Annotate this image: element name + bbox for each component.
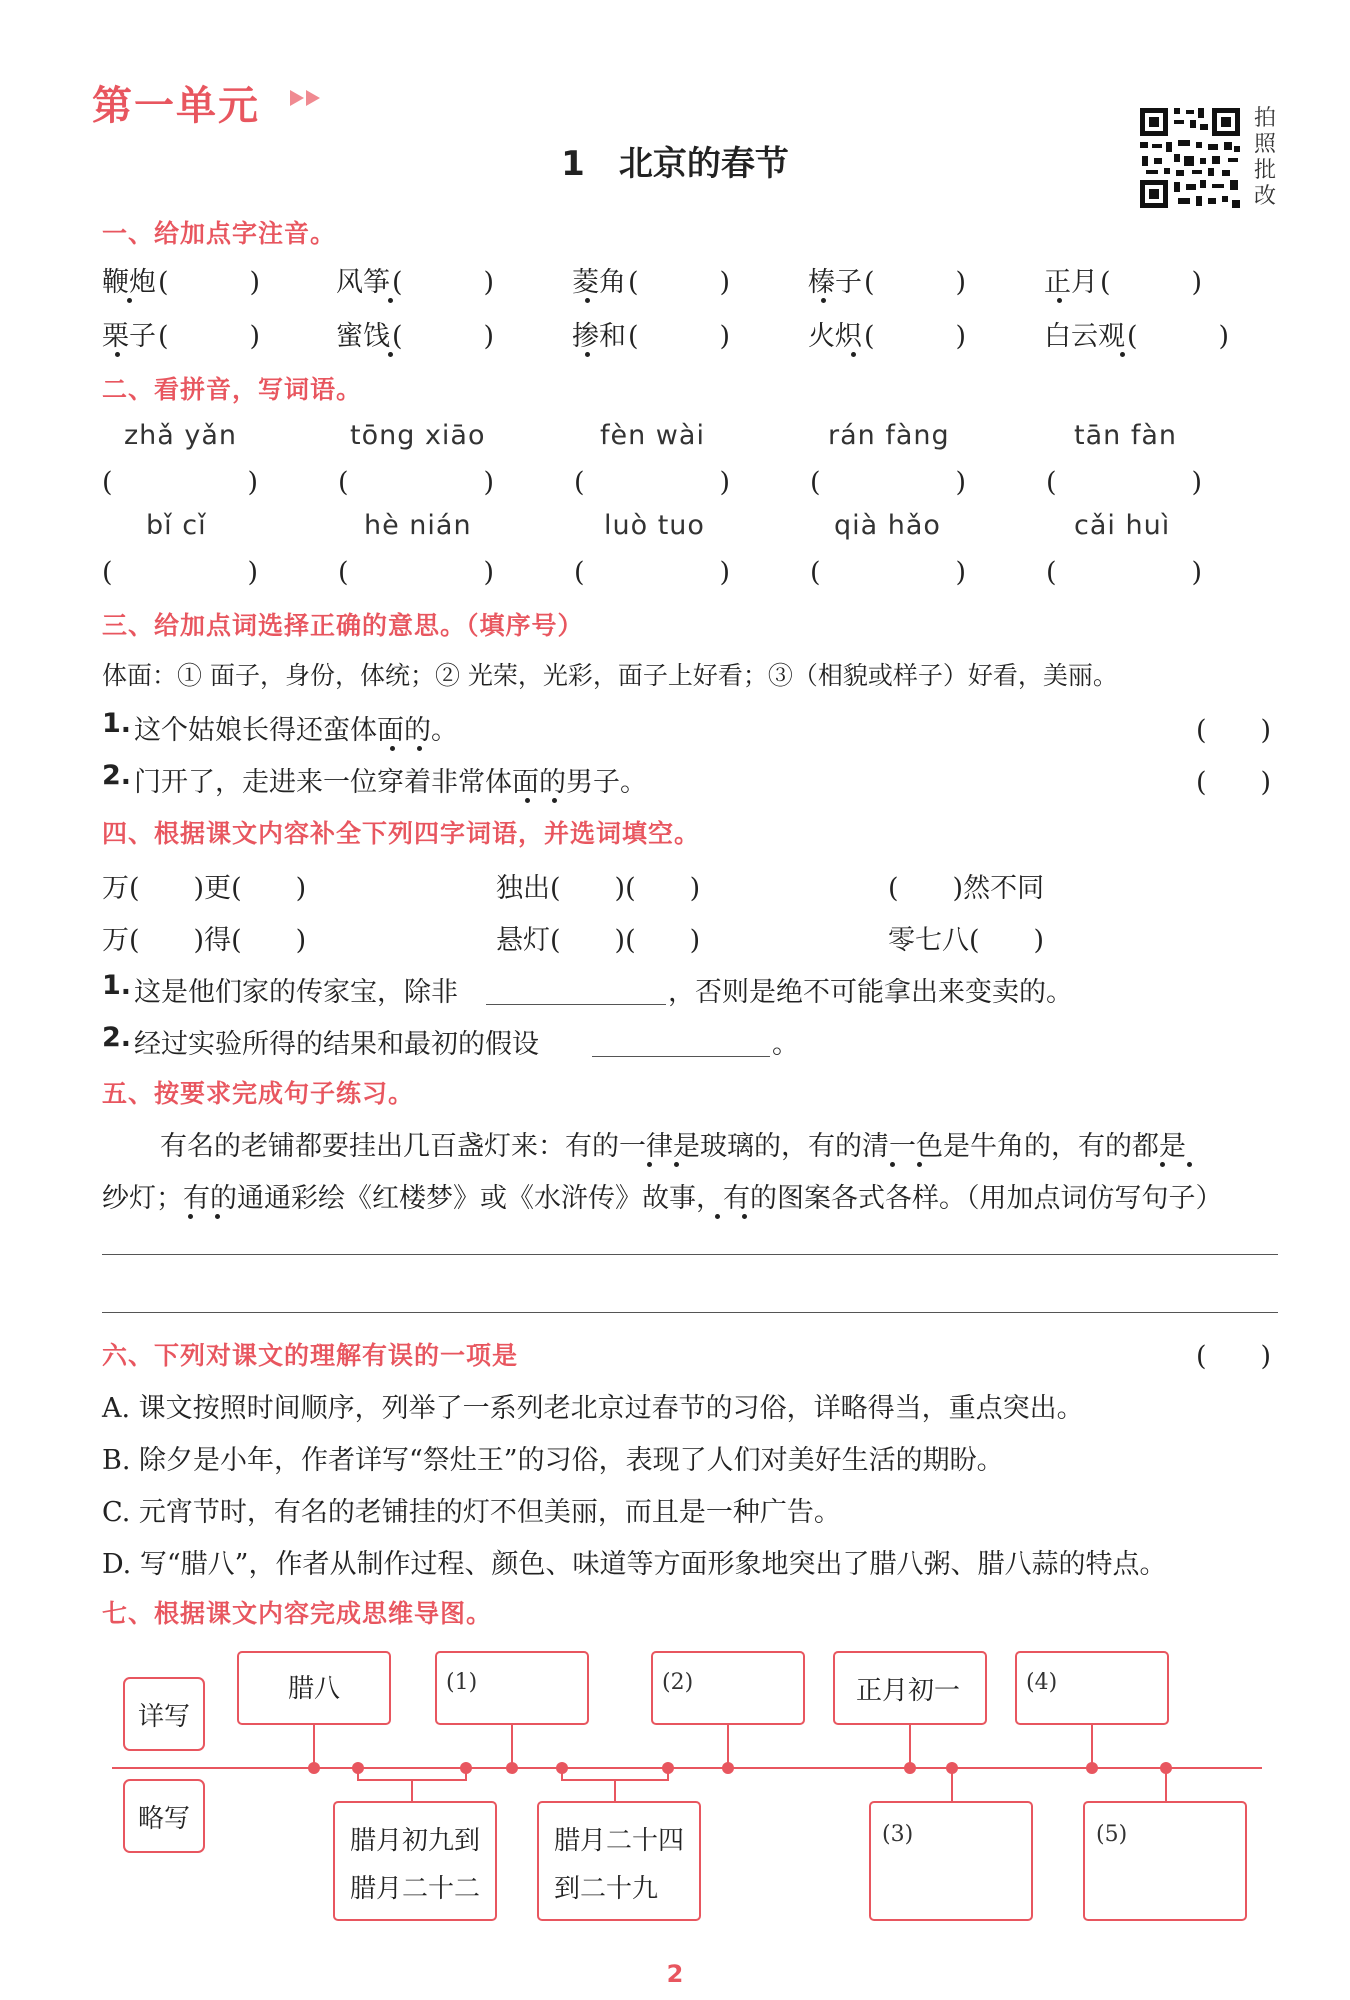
- option-c[interactable]: C. 元宵节时，有名的老铺挂的灯不但美丽，而且是一种广告。: [102, 1497, 841, 1528]
- unit-title: 第一单元: [92, 83, 260, 129]
- detail-label: 详写: [138, 1702, 191, 1732]
- s2-blank[interactable]: ( ): [338, 467, 495, 498]
- s2-blank[interactable]: ( ): [338, 557, 495, 588]
- idiom-blank[interactable]: ( )然不同: [888, 873, 1045, 904]
- answer-blank[interactable]: ( ): [1196, 1341, 1272, 1372]
- bottom-box-4: [1084, 1802, 1246, 1920]
- bottom-box-2-line-1: 腊月二十四: [554, 1826, 685, 1856]
- option-d[interactable]: D. 写“腊八”，作者从制作过程、颜色、味道等方面形象地突出了腊八粥、腊八蒜的特点。: [102, 1549, 1167, 1580]
- question-number: 1.: [102, 708, 132, 739]
- pinyin: bǐ cǐ: [146, 510, 207, 541]
- question-number: 1.: [102, 970, 132, 1001]
- bottom-box-2-line-2: 到二十九: [554, 1874, 659, 1904]
- page-number: 2: [666, 1960, 684, 1988]
- s1-word: 蜜饯: [336, 321, 390, 352]
- s1-word: 榛子: [808, 267, 862, 298]
- s1-word: 白云观: [1044, 321, 1125, 352]
- pinyin: luò tuo: [604, 510, 705, 541]
- s1-word: 正月: [1044, 267, 1098, 298]
- definition: 体面：① 面子，身份，体统；② 光荣，光彩，面子上好看；③（相貌或样子）好看，美丽。: [102, 661, 1118, 690]
- section-3-title: 三、给加点词选择正确的意思。（填序号）: [102, 611, 584, 640]
- bottom-box-1-line-2: 腊月二十二: [350, 1874, 481, 1904]
- bottom-box-3: [870, 1802, 1032, 1920]
- pinyin: cǎi huì: [1074, 510, 1171, 541]
- idiom-blank[interactable]: 悬灯( )( ): [496, 925, 701, 956]
- s2-blank[interactable]: ( ): [1046, 467, 1203, 498]
- top-box-1-text: 腊八: [288, 1674, 341, 1704]
- question-number: 2.: [102, 760, 132, 791]
- section-2-title: 二、看拼音，写词语。: [102, 375, 363, 404]
- top-box-5-text[interactable]: (4): [1026, 1670, 1058, 1695]
- top-box-2-text[interactable]: (1): [446, 1670, 478, 1695]
- s4-question-1-a: 这是他们家的传家宝，除非: [134, 977, 458, 1008]
- idiom-blank[interactable]: 万( )得( ): [102, 925, 307, 956]
- s1-blank[interactable]: ( ): [392, 267, 495, 298]
- s2-blank[interactable]: ( ): [1046, 557, 1203, 588]
- idiom-blank[interactable]: 零七八( ): [888, 925, 1045, 956]
- s1-blank[interactable]: ( ): [392, 321, 495, 352]
- s1-word: 鞭炮: [102, 267, 156, 298]
- s1-blank[interactable]: ( ): [1100, 267, 1203, 298]
- pinyin: hè nián: [364, 510, 472, 541]
- section-5-title: 五、按要求完成句子练习。: [102, 1079, 415, 1108]
- answer-blank[interactable]: ( ): [1196, 767, 1272, 798]
- s1-word: 风筝: [336, 267, 390, 298]
- s1-blank[interactable]: ( ): [628, 267, 731, 298]
- s1-blank[interactable]: ( ): [158, 321, 261, 352]
- s2-blank[interactable]: ( ): [102, 467, 259, 498]
- s5-passage-line-2: 纱灯；有的通通彩绘《红楼梦》或《水浒传》故事，有的图案各式各样。（用加点词仿写句子）: [102, 1183, 1223, 1214]
- question-number: 2.: [102, 1022, 132, 1053]
- answer-blank[interactable]: ( ): [1196, 715, 1272, 746]
- top-box-4-text: 正月初一: [856, 1676, 961, 1706]
- section-7-title: 七、根据课文内容完成思维导图。: [102, 1599, 493, 1628]
- bottom-box-1-line-1: 腊月初九到: [350, 1826, 481, 1856]
- s4-question-2-b: 。: [772, 1029, 799, 1060]
- s1-word: 火炽: [808, 321, 862, 352]
- pinyin: tōng xiāo: [350, 420, 486, 451]
- s5-passage-line-1: 有名的老铺都要挂出几百盏灯来：有的一律是玻璃的，有的清一色是牛角的，有的都是: [160, 1131, 1186, 1162]
- top-box-3-text[interactable]: (2): [662, 1670, 694, 1695]
- pinyin: rán fàng: [828, 420, 950, 451]
- qr-caption: 拍照批改: [1254, 106, 1277, 209]
- s4-question-2-a: 经过实验所得的结果和最初的假设: [134, 1029, 539, 1060]
- section-1-title: 一、给加点字注音。: [102, 219, 337, 248]
- s4-question-1-b: ，否则是绝不可能拿出来变卖的。: [668, 977, 1073, 1008]
- bottom-box-3-text[interactable]: (3): [882, 1822, 914, 1847]
- s2-blank[interactable]: ( ): [102, 557, 259, 588]
- pinyin: qià hǎo: [834, 510, 941, 541]
- idiom-blank[interactable]: 万( )更( ): [102, 873, 307, 904]
- s2-blank[interactable]: ( ): [574, 467, 731, 498]
- s1-blank[interactable]: ( ): [1127, 321, 1230, 352]
- pinyin: zhǎ yǎn: [124, 420, 238, 451]
- idiom-blank[interactable]: 独出( )( ): [496, 873, 701, 904]
- pinyin: fèn wài: [600, 420, 705, 451]
- s3-question-1: 这个姑娘长得还蛮体面的。: [134, 715, 458, 746]
- option-b[interactable]: B. 除夕是小年，作者详写“祭灶王”的习俗，表现了人们对美好生活的期盼。: [102, 1445, 1004, 1476]
- section-6-title: 六、下列对课文的理解有误的一项是: [102, 1341, 519, 1370]
- s2-blank[interactable]: ( ): [574, 557, 731, 588]
- lesson-title: 1 北京的春节: [561, 144, 789, 184]
- s1-blank[interactable]: ( ): [864, 267, 967, 298]
- option-a[interactable]: A. 课文按照时间顺序，列举了一系列老北京过春节的习俗，详略得当，重点突出。: [102, 1393, 1084, 1424]
- pinyin: tān fàn: [1074, 420, 1177, 451]
- s1-word: 菱角: [572, 267, 626, 298]
- section-4-title: 四、根据课文内容补全下列四字词语，并选词填空。: [102, 819, 701, 848]
- brief-label: 略写: [138, 1804, 191, 1834]
- s1-blank[interactable]: ( ): [628, 321, 731, 352]
- s1-word: 掺和: [572, 321, 626, 352]
- s1-blank[interactable]: ( ): [864, 321, 967, 352]
- s3-question-2: 门开了，走进来一位穿着非常体面的男子。: [134, 767, 647, 798]
- s1-word: 栗子: [102, 321, 156, 352]
- s1-blank[interactable]: ( ): [158, 267, 261, 298]
- bottom-box-4-text[interactable]: (5): [1096, 1822, 1128, 1847]
- s2-blank[interactable]: ( ): [810, 557, 967, 588]
- s2-blank[interactable]: ( ): [810, 467, 967, 498]
